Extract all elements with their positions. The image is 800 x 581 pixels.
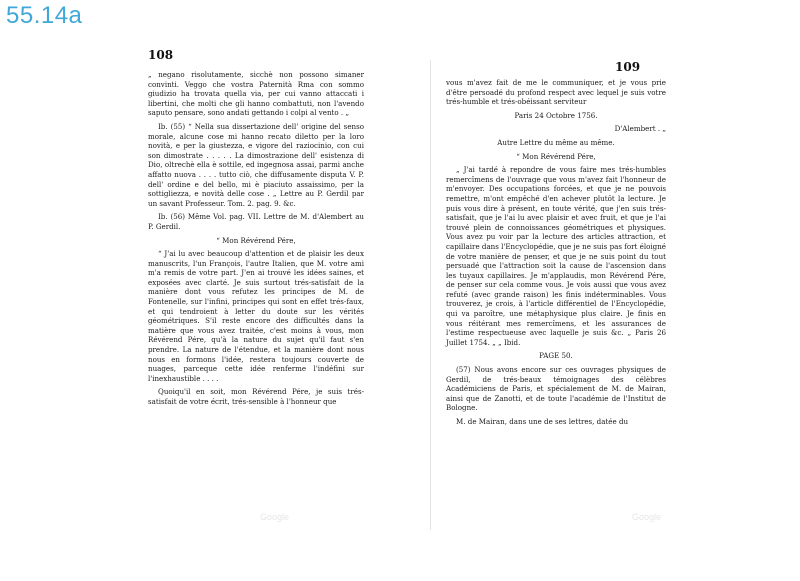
paragraph: (57) Nous avons encore sur ces ouvrages physiques de Gerdil, de trés-beaux témoignages des célèbres Académiciens de Paris, et spécialement de M. de Mairan, ainsi que de Zanotti, et de toute l'académie de l'Institut de Bologne. xyxy=(446,365,666,413)
watermark: Google xyxy=(260,512,290,522)
page-number-left: 108 xyxy=(148,48,174,62)
salutation: “ Mon Révérend Pére, xyxy=(216,235,296,245)
section-heading: Autre Lettre du même au même. xyxy=(497,137,615,147)
right-page-text xyxy=(446,78,666,431)
page-number-right: 109 xyxy=(615,60,641,74)
paragraph: Ib. (55) “ Nella sua dissertazione dell' origine del senso morale, alcune cose mi hanno recato diletto per la loro novità, e per la giustezza, e vigore del raziocinio, con cui son dimostrate . . . . . La dimostrazione dell' esistenza di Dio, oltrechè ella è sottile, ed ingegnosa assai, parmi anche affatto nuova . . . . tutto ciò, che diffusamente disputa V. P. dell' ordine e del bello, mi è piaciuto assaissimo, per la sottigliezza, e novità delle cose . „ Lettre au P. Gerdil par un savant Professeur. Tom. 2. pag. 9. &c. xyxy=(148,121,364,208)
paragraph: vous m'avez fait de me le communiquer, et je vous prie d'être persoadé du profond respect avec lequel je suis votre trés-humble et trés-obéissant serviteur xyxy=(446,78,666,107)
paragraph: „ negano risolutamente, sicchè non possono simaner convinti. Veggo che vostra Paternità Rma con sommo giudizio ha trovata quella via, per cui vanno attaccati i libertini, che molti che gli hanno combattuti, non l'avendo saputo pensare, sono andati gettando i colpi al vento . „ xyxy=(148,70,364,118)
signature: D'Alembert . „ xyxy=(614,124,666,134)
paragraph: „ J'ai tardé à repondre de vous faire mes trés-humbles remercîmens de l'ouvrage que vous m'avez fait l'honneur de m'envoyer. Des occupations forcées, et que je ne pouvois remettre, m'ont empêché d'en achever plutôt la lecture. Je puis vous dire à présent, en toute vérité, que j'en suis trés-satisfait, que je l'ai lu avec plaisir et avec fruit, et que je l'ai trouvé plein de connoissances géométriques et physiques. Vous avez pu voir par la lecture des articles attraction, et capillaire dans l'Encyclopédie, que je ne suis pas fort éloigné de votre manière de penser, et que je ne suis point du tout persuadé que l'attraction soit la cause de l'ascension dans les tuyaux capillaires. Je m'applaudis, mon Révérend Pére, de penser sur cela comme vous. Je vois aussi que vous avez refuté (avec grande raison) les finis indéterminables. Vous trouverez, je crois, à l'article différentiel de l'Encyclopédie, qui va paroître, une métaphysique plus claire. Je finis en vous réitérant mes remercîmens, et les assurances de l'estime respectueuse avec laquelle je suis &c. „ Paris 26 Juillet 1754. „ „ Ibid. xyxy=(446,165,666,347)
dateline: Paris 24 Octobre 1756. xyxy=(514,110,598,120)
watermark: Google xyxy=(632,512,662,522)
folio-mark: 55.14a xyxy=(6,2,83,29)
paragraph: Ib. (56) Même Vol. pag. VII. Lettre de M. d'Alembert au P. Gerdil. xyxy=(148,212,364,231)
page-heading: PAGE 50. xyxy=(539,351,573,361)
salutation: “ Mon Révérend Pére, xyxy=(516,151,596,161)
paragraph: Quoiqu'il en soit, mon Révérend Pére, je suis trés-satisfait de votre écrit, trés-sensible à l'honneur que xyxy=(148,387,364,406)
paragraph: M. de Mairan, dans une de ses lettres, datée du xyxy=(456,417,629,426)
paragraph: “ J'ai lu avec beaucoup d'attention et de plaisir les deux manuscrits, l'un François, l'autre Italien, que M. votre ami m'a remis de votre part. J'en ai trouvé les idées saines, et exposées avec clarté. Je suis surtout trés-satisfait de la manière dont vous refutez les principes de M. de Fontenelle, sur l'infini, principes qui sont en effet trés-faux, et qui tendroient à letter du doute sur les vérités géométriques. S'il reste encore des difficultés dans la matière que vous avez traitée, c'est moins à vous, mon Révérend Pére, qu'à la nature du sujet qu'il faut s'en prendre. La nature de l'étendue, et la manière dont nous nous en formons l'idée, restera toujours couverte de nuages, parceque cette idée renferme l'indéfini sur l'inexhaustible . . . . xyxy=(148,249,364,383)
gutter xyxy=(430,60,431,530)
left-page-text xyxy=(148,70,364,411)
